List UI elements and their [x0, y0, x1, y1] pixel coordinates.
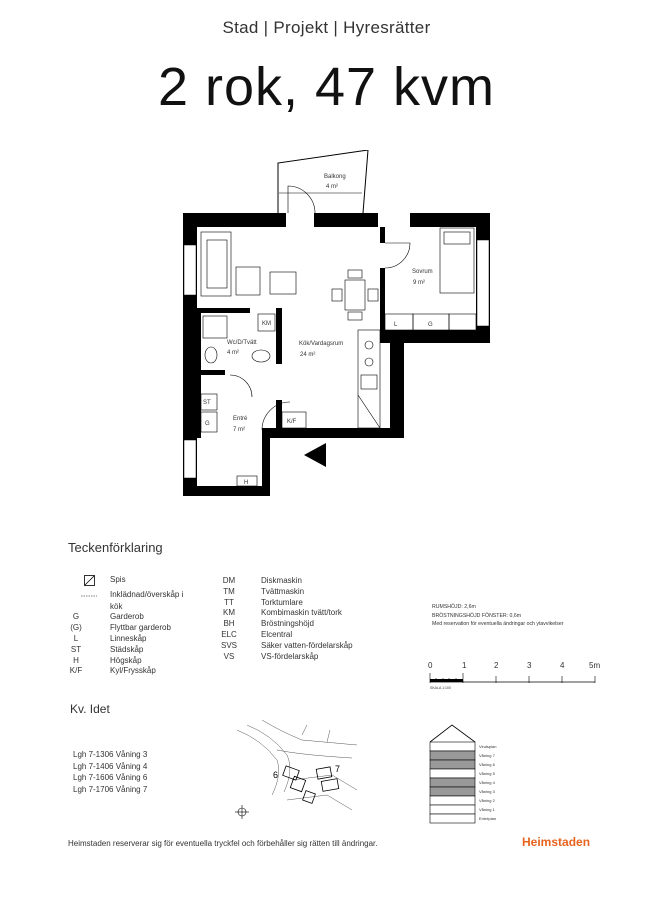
disclaimer: Heimstaden reserverar sig för eventuella tryckfel och förbehåller sig rätten till ändringar.: [68, 839, 378, 848]
scale-tick: 1: [462, 661, 467, 670]
legend-left: [68, 575, 183, 677]
legend-code: ST: [70, 644, 82, 654]
legend-code: SVS: [220, 640, 237, 650]
floor-band: [430, 796, 475, 805]
legend-code: L: [73, 633, 79, 643]
floor-label: Våning 2: [479, 798, 495, 803]
legend-label: Torktumlare: [261, 597, 303, 607]
legend-label: Garderob: [110, 612, 144, 622]
floor-label: Våning 4: [479, 780, 495, 785]
legend-item: [68, 612, 183, 623]
legend-code: DM: [222, 576, 236, 585]
label-h: H: [244, 480, 249, 486]
building-label: 7: [335, 764, 341, 774]
legend-item: [68, 602, 183, 613]
bed: [440, 228, 474, 293]
scale-tick: 3: [527, 661, 532, 670]
floor-band: [430, 787, 475, 796]
legend-code: ELC: [221, 629, 237, 639]
breadcrumb: Stad | Projekt | Hyresrätter: [222, 18, 431, 37]
scale-tick: 0: [428, 661, 433, 670]
room-area-kok: 24 m²: [300, 352, 316, 358]
legend-item: [68, 634, 183, 645]
legend-item: [68, 645, 183, 656]
room-name-sovrum: Sovrum: [412, 269, 433, 275]
floor-band: [430, 769, 475, 778]
dining-table: [332, 270, 378, 320]
stove-icon: [68, 575, 110, 590]
legend-label: Linneskåp: [110, 633, 147, 643]
site-plan: [232, 720, 362, 820]
kitchen-counter: [358, 330, 380, 428]
note-window-height: BRÖSTNINGSHÖJD FÖNSTER: 0,6m: [432, 612, 522, 619]
legend-item: [68, 656, 183, 667]
scale-bar: [425, 656, 605, 692]
legend-label: Bröstningshöjd: [261, 619, 314, 629]
legend-label: Spis: [110, 575, 126, 584]
room-name-entre: Entré: [233, 416, 248, 422]
legend-label: Kombimaskin tvätt/tork: [261, 608, 342, 618]
brand-logo: Heimstaden: [522, 835, 591, 849]
floor-label: Våning 7: [479, 753, 495, 758]
room-name-wc: Wc/D/Tvätt: [227, 340, 257, 346]
building-label: 6: [273, 770, 279, 780]
room-area-entre: 7 m²: [233, 427, 245, 433]
legend-label: Säker vatten-fördelarskåp: [261, 640, 353, 650]
floor-label: Våning 3: [479, 789, 495, 794]
floor-band: [430, 742, 475, 751]
floor-label: Våning 5: [479, 771, 495, 776]
label-kf: K/F: [287, 419, 297, 425]
building-elevation: [425, 720, 535, 825]
legend-item: [68, 666, 183, 677]
legend-label: Tvättmaskin: [261, 586, 305, 596]
room-name-kok: Kök/Vardagsrum: [299, 341, 344, 347]
floor-band: [430, 805, 475, 814]
legend-item: [68, 590, 183, 602]
legend-code: KM: [223, 608, 235, 618]
legend-code: TM: [223, 586, 235, 596]
legend-code: K/F: [69, 666, 83, 676]
compass-icon: [235, 805, 249, 819]
floor-band: [430, 751, 475, 760]
floor-band: [430, 760, 475, 769]
legend-item: [68, 575, 183, 590]
legend-label: Högskåp: [110, 655, 142, 665]
room-name-balkong: Balkong: [324, 174, 346, 180]
note-room-height: RUMSHÖJD: 2,6m: [432, 604, 476, 610]
legend-code: G: [72, 612, 80, 622]
kv-heading: Kv. Idet: [70, 702, 110, 716]
floor-label: Entréplan: [479, 816, 497, 821]
floor-band: [430, 778, 475, 787]
legend-label: Inklädnad/överskåp i: [110, 589, 184, 599]
legend-label: kök: [110, 601, 123, 611]
floor-label: Vindsplan: [479, 744, 497, 749]
room-area-wc: 4 m²: [227, 350, 239, 356]
legend-code: (G): [70, 623, 82, 633]
label-km: KM: [262, 321, 271, 327]
sofa: [201, 232, 296, 296]
floor-plan: [0, 150, 653, 510]
legend-code: H: [73, 655, 79, 665]
cabinet-icon: [68, 590, 110, 602]
list-item: Lgh 7-1406 Våning 4: [73, 761, 148, 771]
page-title: 2 rok, 47 kvm: [157, 57, 496, 117]
scale-tick: 4: [560, 661, 565, 670]
apartment-list: [73, 749, 147, 795]
legend-label: VS-fördelarskåp: [261, 651, 319, 661]
legend-item: [68, 623, 183, 634]
list-item: Lgh 7-1606 Våning 6: [73, 773, 148, 782]
scale-tick: 5m: [589, 661, 601, 670]
floor-label: Våning 1: [479, 807, 495, 812]
legend-label: Diskmaskin: [261, 576, 302, 585]
list-item: Lgh 7-1706 Våning 7: [73, 784, 148, 794]
interior-walls: [195, 227, 385, 438]
scale-caption: SKALA 1:100: [430, 686, 451, 690]
legend-label: Elcentral: [261, 629, 293, 639]
room-area-balkong: 4 m²: [326, 184, 338, 190]
legend-code: BH: [223, 619, 235, 629]
entrance-arrow: [304, 443, 326, 467]
notes: [432, 603, 563, 629]
balcony-outline: [278, 150, 368, 213]
floor-label: Våning 6: [479, 762, 495, 767]
legend-label: Flyttbar garderob: [110, 623, 171, 633]
label-g-entry: G: [205, 421, 210, 427]
building-roof: [430, 725, 475, 742]
legend-label: Städskåp: [110, 644, 144, 654]
scale-tick: 2: [494, 661, 499, 670]
bedroom-door: [385, 243, 410, 268]
legend-code: VS: [223, 651, 235, 661]
legend-right: [215, 576, 353, 662]
note-reservation: Med reservation för eventuella ändringar och ytavvikelser: [432, 621, 564, 627]
label-g-bedroom: G: [428, 322, 433, 328]
label-l: L: [394, 322, 398, 328]
balcony-door: [288, 186, 315, 213]
legend-heading: Teckenförklaring: [68, 540, 163, 555]
floor-band: [430, 814, 475, 823]
room-area-sovrum: 9 m²: [413, 280, 425, 286]
list-item: Lgh 7-1306 Våning 3: [73, 750, 148, 759]
legend-label: Kyl/Frysskåp: [110, 666, 156, 676]
legend-code: TT: [224, 597, 234, 607]
label-st: ST: [203, 400, 211, 406]
